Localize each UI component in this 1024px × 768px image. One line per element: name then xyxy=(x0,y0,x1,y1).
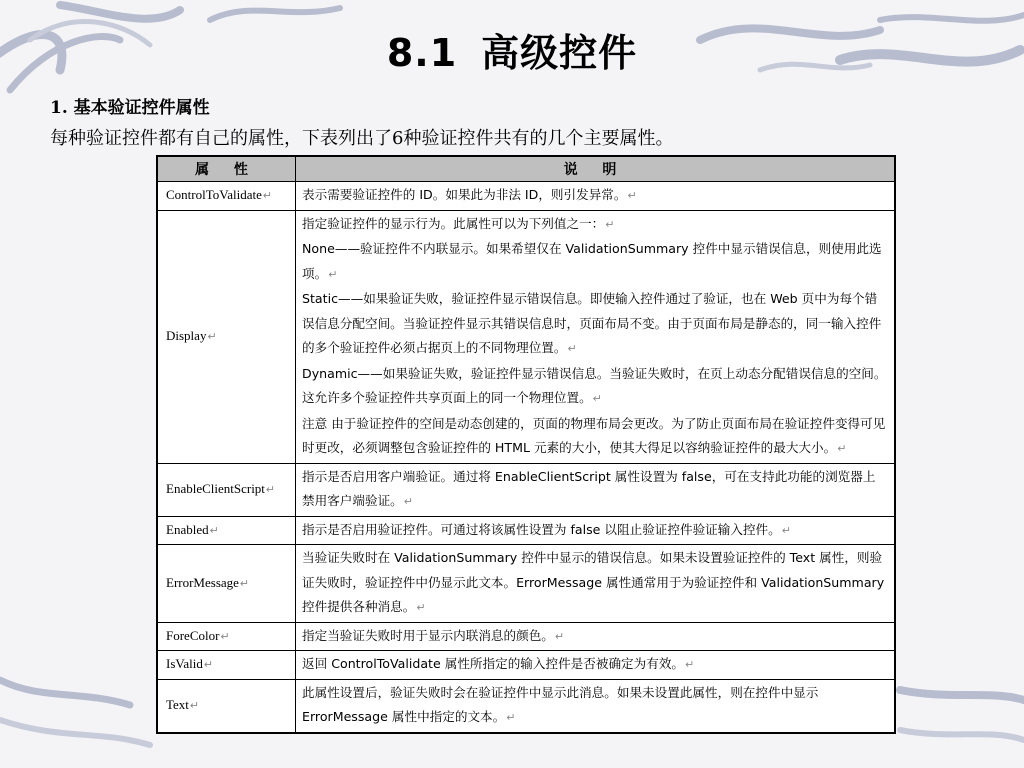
property-name-cell xyxy=(158,210,296,463)
property-name: Text xyxy=(166,696,189,712)
property-description-cell xyxy=(296,679,895,732)
description-paragraph xyxy=(302,287,888,362)
table-header-row xyxy=(158,157,895,182)
property-description-cell xyxy=(296,210,895,463)
paragraph-mark-icon: ↵ xyxy=(403,495,413,508)
paragraph-mark-icon: ↵ xyxy=(220,630,230,643)
paragraph-mark-icon: ↵ xyxy=(262,190,273,202)
paragraph-mark-icon: ↵ xyxy=(781,523,791,537)
properties-table xyxy=(156,155,896,734)
property-name: IsValid xyxy=(166,656,203,671)
description-text: Dynamic——如果验证失败，验证控件显示错误信息。当验证失败时，在页上动态分配错误信息的空间。这允许多个验证控件共享页面上的同一个物理位置。 xyxy=(302,365,887,405)
slide-title-text: 高级控件 xyxy=(481,31,638,75)
slide-number: 8.1 xyxy=(386,31,458,75)
section-heading: 1. 基本验证控件属性 xyxy=(50,98,210,118)
paragraph-mark-icon: ↵ xyxy=(605,217,615,231)
description-paragraph xyxy=(302,624,888,650)
description-paragraph xyxy=(302,212,888,238)
description-text: None——验证控件不内联显示。如果希望仅在 ValidationSummary 控件中显示错误信息，则使用此选项。 xyxy=(302,241,882,281)
paragraph-mark-icon: ↵ xyxy=(567,342,577,355)
property-description-cell xyxy=(296,545,895,623)
paragraph-mark-icon: ↵ xyxy=(837,442,847,455)
description-text: 此属性设置后，验证失败时会在验证控件中显示此消息。如果未设置此属性，则在控件中显示 ErrorMessage 属性中指定的文本。 xyxy=(302,684,819,724)
table-row xyxy=(158,622,895,651)
property-name-cell xyxy=(158,545,296,623)
property-name-cell xyxy=(158,679,296,732)
table-body xyxy=(158,182,895,733)
paragraph-mark-icon: ↵ xyxy=(239,577,250,590)
description-text: 指示是否启用验证控件。可通过将该属性设置为 false 以阻止验证控件验证输入控件。 xyxy=(302,521,781,537)
section-intro: 每种验证控件都有自己的属性，下表列出了6种验证控件共有的几个主要属性。 xyxy=(50,128,674,149)
property-description-cell xyxy=(296,651,895,680)
description-paragraph xyxy=(302,652,888,678)
slide-title xyxy=(0,22,1024,77)
property-name: ErrorMessage xyxy=(166,574,239,590)
description-paragraph xyxy=(302,546,888,621)
header-description: 说 明 xyxy=(296,157,895,182)
description-text: 当验证失败时在 ValidationSummary 控件中显示的错误信息。如果未设置验证控件的 Text 属性，则验证失败时，验证控件中仍显示此文本。ErrorMessage 属性通常用于为验证控件和 ValidationSummary 控件提供各种消息。 xyxy=(302,550,885,614)
description-paragraph xyxy=(302,412,888,462)
paragraph-mark-icon: ↵ xyxy=(328,267,338,281)
table-row xyxy=(158,651,895,680)
paragraph-mark-icon: ↵ xyxy=(506,711,516,724)
property-name-cell xyxy=(158,651,296,680)
paragraph-mark-icon: ↵ xyxy=(554,629,565,643)
paragraph-mark-icon: ↵ xyxy=(416,601,426,614)
description-text: 注意 由于验证控件的空间是动态创建的，页面的物理布局会更改。为了防止页面布局在验证控件变得可见时更改，必须调整包含验证控件的 HTML 元素的大小，使其大得足以容纳验证控件的最大大小。 xyxy=(302,415,886,455)
paragraph-mark-icon: ↵ xyxy=(189,699,200,712)
property-description-cell xyxy=(296,516,895,545)
paragraph-mark-icon: ↵ xyxy=(203,659,214,671)
description-paragraph xyxy=(302,518,888,544)
description-paragraph xyxy=(302,681,888,731)
property-description-cell xyxy=(296,463,895,516)
paragraph-mark-icon: ↵ xyxy=(627,189,637,202)
property-description-cell xyxy=(296,622,895,651)
property-name: Display xyxy=(166,327,207,343)
property-name-cell xyxy=(158,182,296,211)
property-name-cell xyxy=(158,463,296,516)
paragraph-mark-icon: ↵ xyxy=(685,658,695,671)
description-paragraph xyxy=(302,237,888,287)
description-text: 返回 ControlToValidate 属性所指定的输入控件是否被确定为有效。 xyxy=(302,656,685,671)
description-text: 指定验证控件的显示行为。此属性可以为下列值之一： xyxy=(302,215,605,231)
property-name-cell xyxy=(158,622,296,651)
property-name: ForeColor xyxy=(166,627,220,643)
description-paragraph xyxy=(302,362,888,412)
description-paragraph xyxy=(302,465,888,515)
property-name-cell xyxy=(158,516,296,545)
description-text: 表示需要验证控件的 ID。如果此为非法 ID，则引发异常。 xyxy=(302,187,627,202)
table-row xyxy=(158,210,895,463)
table-row xyxy=(158,516,895,545)
description-text: Static——如果验证失败，验证控件显示错误信息。即使输入控件通过了验证，也在 Web 页中为每个错误信息分配空间。当验证控件显示其错误信息时，页面布局不变。由于页面布局是静态的，同一输入控件的多个验证控件必须占据页上的不同物理位置。 xyxy=(302,291,882,355)
table-row xyxy=(158,545,895,623)
description-text: 指定当验证失败时用于显示内联消息的颜色。 xyxy=(302,627,554,643)
description-text: 指示是否启用客户端验证。通过将 EnableClientScript 属性设置为 false，可在支持此功能的浏览器上禁用客户端验证。 xyxy=(302,468,876,508)
property-name: Enabled xyxy=(166,521,209,537)
table-row xyxy=(158,463,895,516)
paragraph-mark-icon: ↵ xyxy=(265,483,276,496)
paragraph-mark-icon: ↵ xyxy=(592,392,602,405)
property-description-cell xyxy=(296,182,895,211)
table-row xyxy=(158,679,895,732)
property-name: EnableClientScript xyxy=(166,480,265,496)
description-paragraph xyxy=(302,183,888,209)
table-row xyxy=(158,182,895,211)
paragraph-mark-icon: ↵ xyxy=(209,524,219,537)
paragraph-mark-icon: ↵ xyxy=(207,330,217,343)
property-name: ControlToValidate xyxy=(166,187,262,202)
header-property: 属 性 xyxy=(158,157,296,182)
